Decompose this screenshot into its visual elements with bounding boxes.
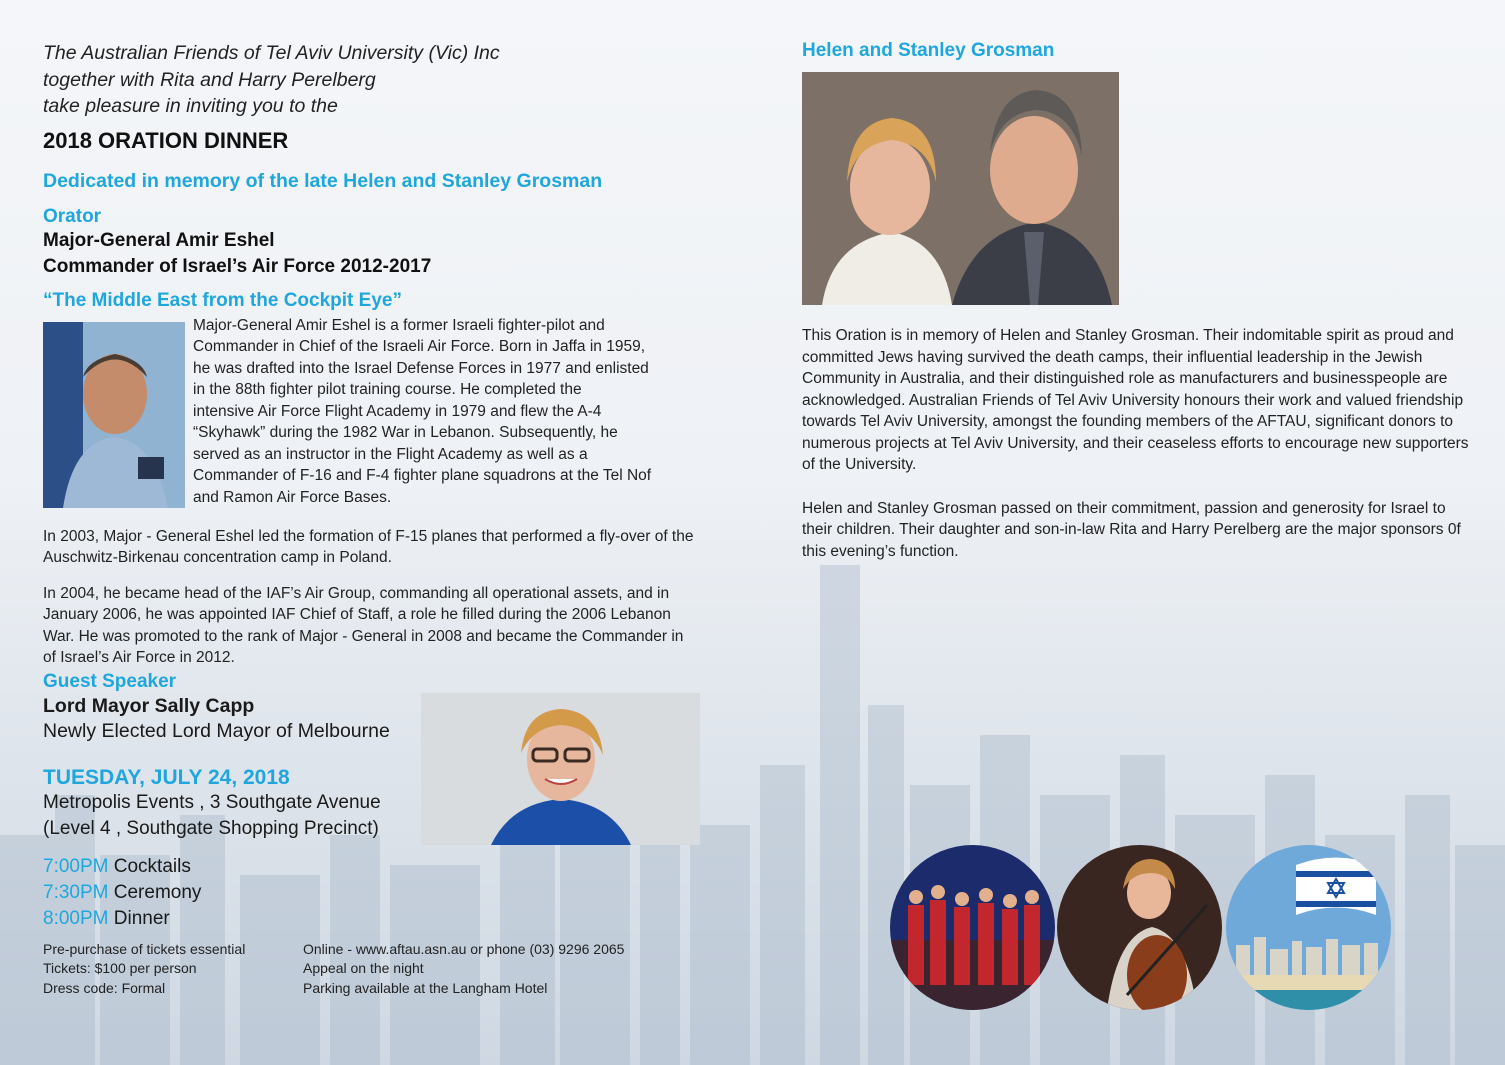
event-date: TUESDAY, JULY 24, 2018 — [43, 765, 290, 789]
orator-bio-text: Major-General Amir Eshel is a former Israeli fighter-pilot and Commander in Chief of the Israeli Air Force. Born in Jaffa in 1959, he was drafted into the Israel Defense Forces in 1977 and enlisted in the 88th fighter pilot training course. He completed the intensive Air Force Flight Academy in 1979 and flew the A-4 “Skyhawk” during the 1982 War in Lebanon. Subsequently, he served as an instructor in the Flight Academy as well as a Commander of F-16 and F-4 fighter plane squadrons at the Tel Nof and Ramon Air Force Bases. — [193, 316, 652, 506]
intro-text: The Australian Friends of Tel Aviv University (Vic) Inc together with Rita and Harry Perelberg take pleasure in inviting you to the — [43, 42, 500, 117]
guest-speaker-photo — [421, 693, 700, 845]
israel-flag-beach-photo — [1226, 845, 1391, 1010]
guest-speaker-role: Newly Elected Lord Mayor of Melbourne — [43, 719, 390, 742]
schedule-item: 7:00PM Cocktails — [43, 855, 191, 877]
guest-speaker-label: Guest Speaker — [43, 670, 177, 692]
talk-title: “The Middle East from the Cockpit Eye” — [43, 289, 402, 311]
bio-paragraph-2003: In 2003, Major - General Eshel led the formation of F-15 planes that performed a fly-over of the Auschwitz-Birkenau concentration camp in Poland. — [43, 527, 694, 566]
event-title: 2018 ORATION DINNER — [43, 127, 289, 153]
orator-photo — [43, 322, 185, 508]
guest-speaker-name: Lord Mayor Sally Capp — [43, 694, 255, 717]
schedule-item: 7:30PM Ceremony — [43, 881, 202, 903]
grosman-couple-photo — [802, 72, 1119, 305]
orator-role: Commander of Israel’s Air Force 2012-2017 — [43, 255, 432, 277]
memorial-title: Helen and Stanley Grosman — [802, 40, 1055, 61]
ticket-info-right: Online - www.aftau.asn.au or phone (03) 9296 2065 Appeal on the night Parking available at the Langham Hotel — [303, 940, 625, 996]
ticket-info — [43, 940, 703, 1000]
bio-paragraph-2004: In 2004, he became head of the IAF’s Air Group, commanding all operational assets, and in January 2006, he was appointed IAF Chief of Staff, a role he filled during the 2006 Lebanon War. He was promoted to the rank of Major - General in 2008 and became the Commander in of Israel’s Air Force in 2012. — [43, 584, 684, 666]
orator-name: Major-General Amir Eshel — [43, 229, 275, 251]
memorial-paragraph-1: This Oration is in memory of Helen and Stanley Grosman. Their indomitable spirit as proud and committed Jews having survived the death camps, their influential leadership in the Jewish Community in Australia, and their distinguished role as manufacturers and businesspeople are acknowledged. Australian Friends of Tel Aviv University honours their work and valued friendship towards Tel Aviv University, amongst the founding members of the AFTAU, significant donors to numerous projects at Tel Aviv University, and their ceaseless efforts to encourage new supporters of the University. — [802, 327, 1469, 473]
invitation-left-column — [43, 40, 703, 1000]
memorial-paragraph-2: Helen and Stanley Grosman passed on their commitment, passion and generosity for Israel to their children. Their daughter and son-in-law Rita and Harry Perelberg are the major sponsors 0f this evening’s function. — [802, 499, 1461, 560]
ticket-info-left: Pre-purchase of tickets essential Tickets: $100 per person Dress code: Formal — [43, 940, 246, 996]
orator-label: Orator — [43, 205, 102, 227]
graduation-ceremony-photo — [890, 845, 1055, 1010]
orator-bio — [43, 316, 703, 512]
schedule-item: 8:00PM Dinner — [43, 907, 170, 929]
event-schedule — [43, 854, 703, 932]
dedication-line: Dedicated in memory of the late Helen and Stanley Grosman — [43, 169, 603, 192]
cellist-photo — [1057, 845, 1222, 1010]
venue-address: Metropolis Events , 3 Southgate Avenue (Level 4 , Southgate Shopping Precinct) — [43, 791, 381, 839]
memorial-right-column — [802, 40, 1472, 562]
